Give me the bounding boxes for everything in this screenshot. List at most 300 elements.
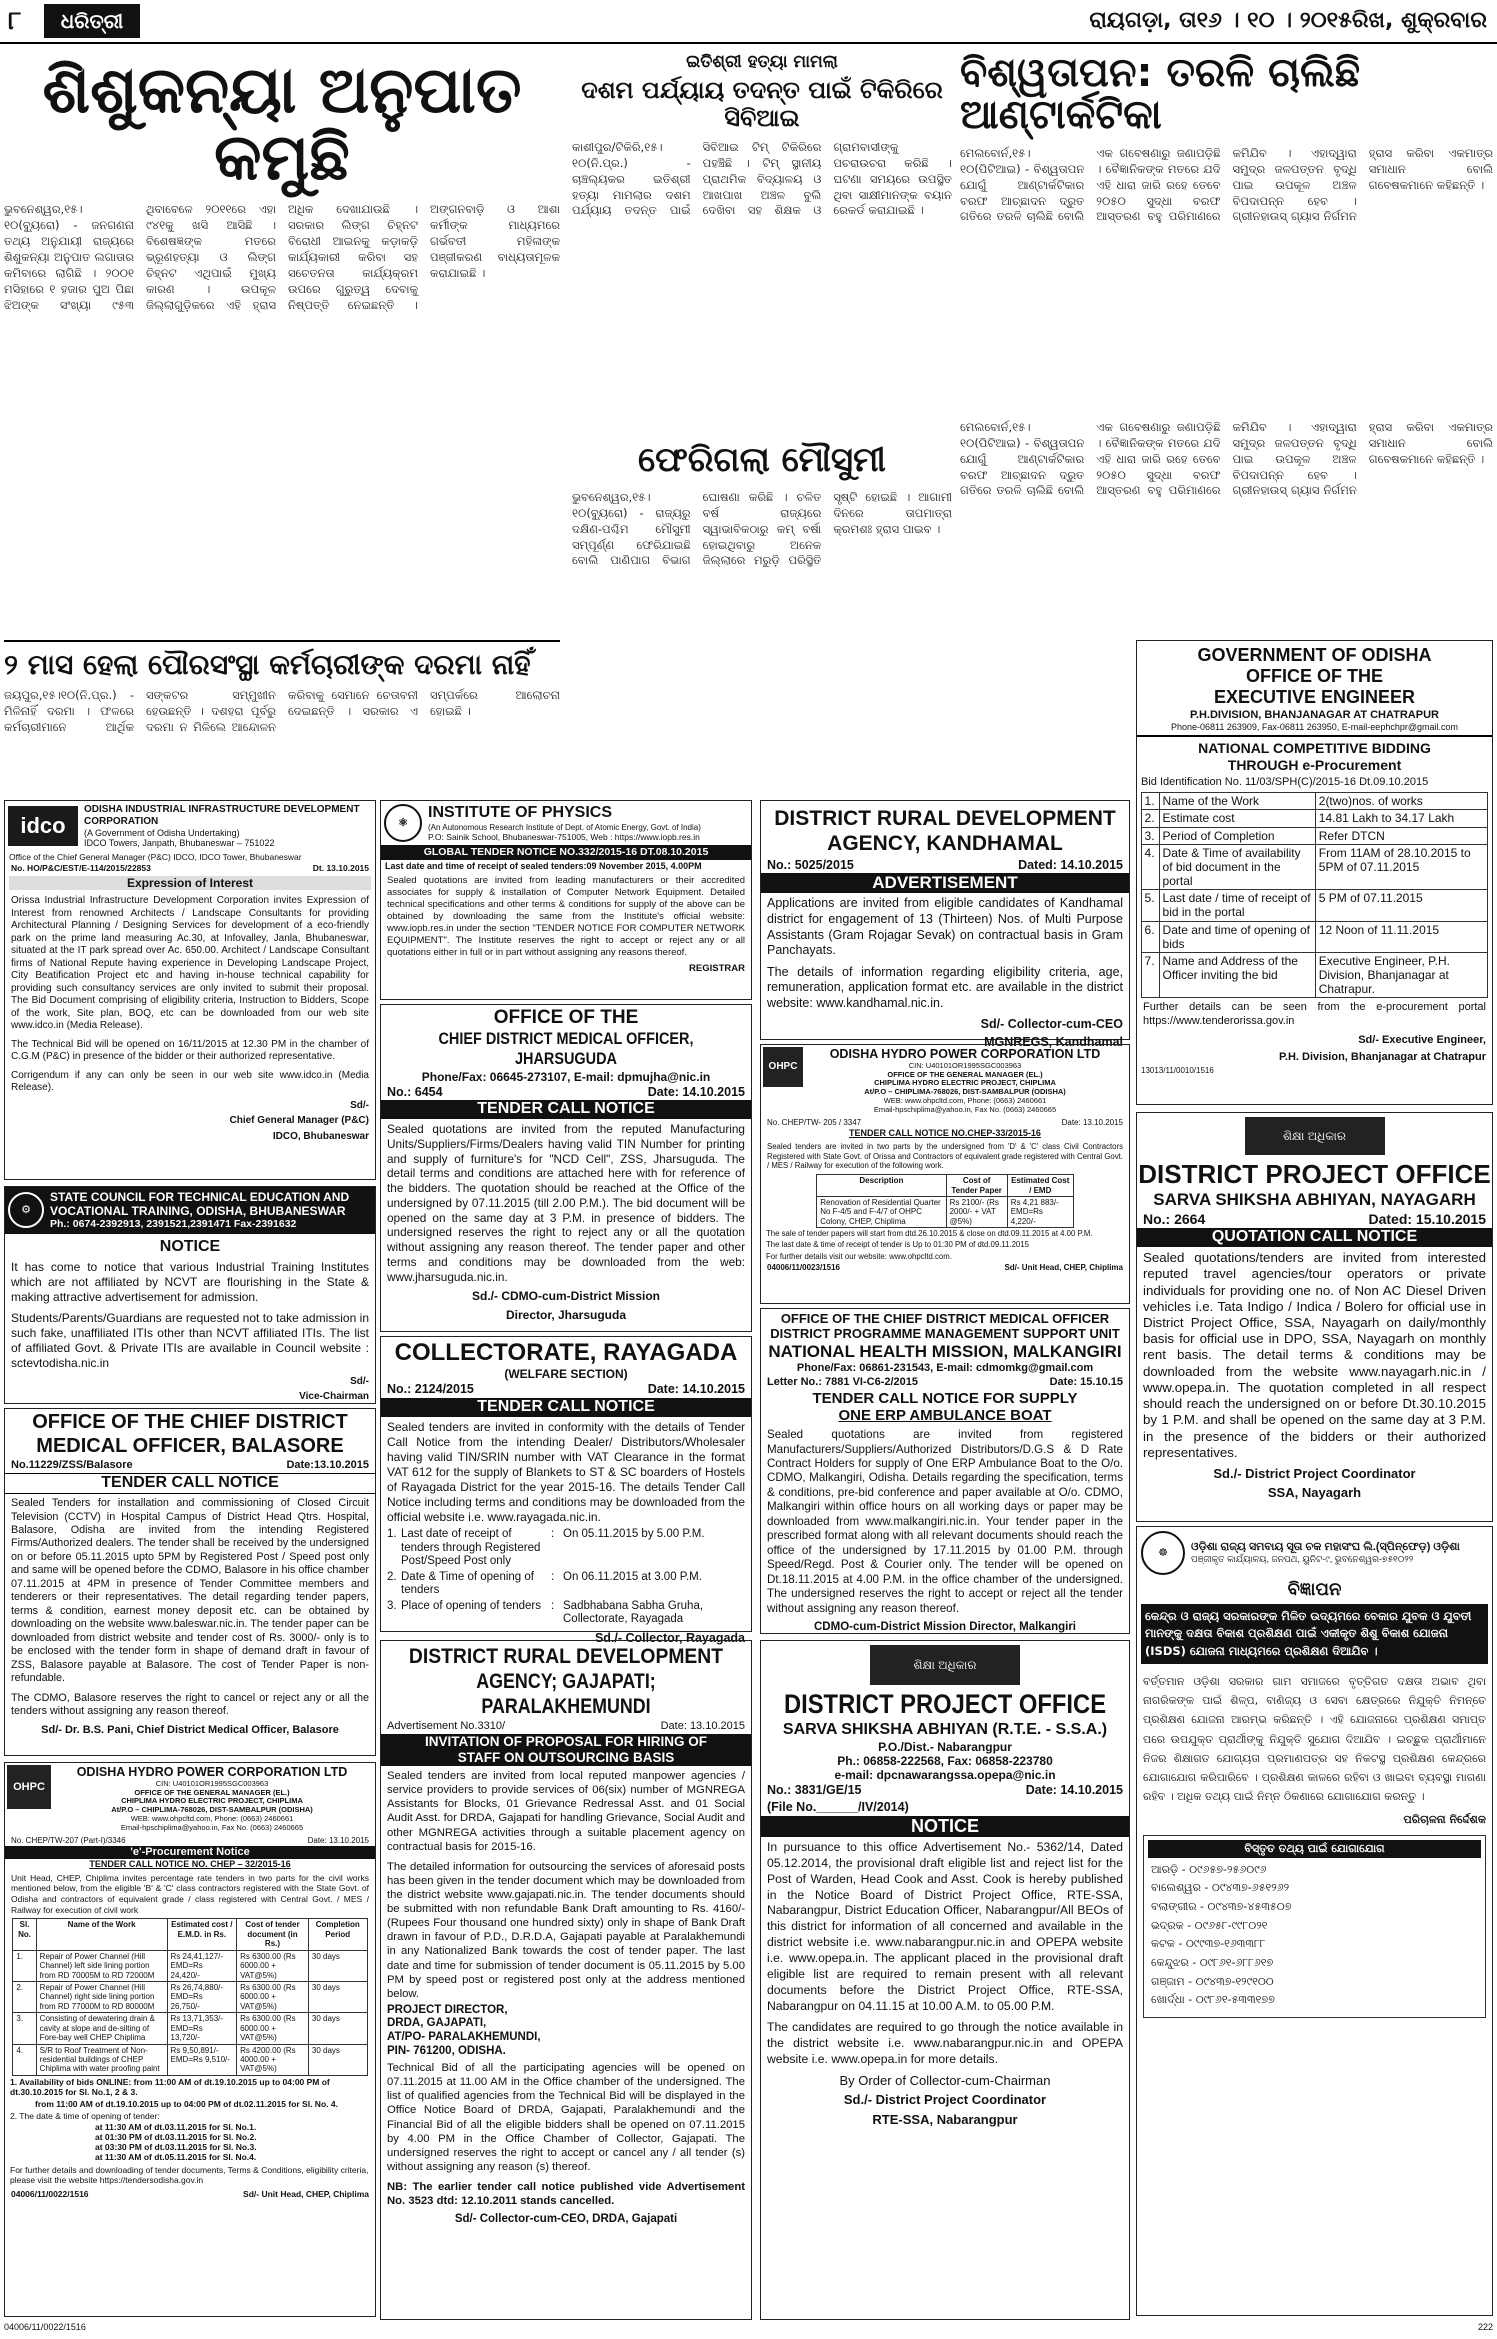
ad-date: Dt. 13.10.2015 — [312, 862, 369, 873]
ad-note-6: at 03:30 PM of dt.03.11.2015 for Sl. No.3. — [95, 2141, 257, 2152]
ad-body: Orissa Industrial Infrastructure Development Corporation invites Expression of Interest from renowned Architects / Landscape Consultants for providing Architectural Planning / Designing Services for development of a eco-friendly park on the prime land measuring Ac.30, at Infovalley, Janla, Bhubaneswar, situated at the IT park spread over Ac. 650.00. Architect / Landscape Consultant firms of National Repute having experience in Developing Landscape Project, City Beatification Project etc and having in-house technical capability for providing such consultancy services are only invited to submit their proposal. The Bid Document comprising of eligibility criteria, Instruction to Bidders, Scope of the work, Site plan, BOQ, etc can be downloaded from our web site www.idco.in (Media Release). — [11, 895, 369, 1031]
ad-body: Sealed tenders are invited in conformity with the details of Tender Call Notice from the intending Dealer/ Distributors/Wholesaler having valid TIN/SRIN number with VAT Clearance in the format VAT 612 for the supply of Blankets to ST & SC boarders of Hostels of Rayagada District for the year 2015-16. The details Tender Call Notice including terms and conditions may be downloaded from the official website i.e. www.rayagada.nic.in. — [387, 1420, 745, 1525]
table-cell: Repair of Power Channel (Hill Channel) right side lining portion from RD 77000M to RD 80000M — [36, 1981, 167, 2012]
ad-email: e-mail: dpcnawarangssa.opepa@nic.in — [834, 1768, 1056, 1783]
table-header: Estimated cost / E.M.D. in Rs. — [167, 1919, 237, 1950]
ad-number: No.: 6454 — [387, 1084, 443, 1099]
ad-heading-2: ONE ERP AMBULANCE BOAT — [838, 1407, 1052, 1425]
schedule-value: Sadbhabana Sabha Gruha, Collectorate, Rayagada — [563, 1599, 704, 1626]
ad-heading: Expression of Interest — [9, 876, 371, 890]
table-cell: S/R to Roof Treatment of Non-residential buildings of CHEP Chiplima with water proofing paint — [36, 2044, 167, 2075]
contact-heading: ବିସ୍ତୃତ ତଥ୍ୟ ପାଇଁ ଯୋଗାଯୋଗ — [1148, 1840, 1481, 1858]
ad-signature: Sd./- Collector, Rayagada — [594, 1631, 745, 1646]
ad-ref: 13013/11/0010/1516 — [1141, 1065, 1214, 1075]
ad-org: INSTITUTE OF PHYSICS — [428, 804, 613, 821]
ad-signature-2: Chief General Manager (P&C) — [229, 1115, 369, 1127]
ad-number: No. HO/P&C/EST/E-114/2015/22853 — [11, 862, 151, 873]
schedule-sep: : — [551, 1570, 555, 1583]
contact-item: ବଲାଙ୍ଗୀର - ୦୯୪୩୭-୪୫୩୫୦୭ — [1151, 1899, 1292, 1913]
story-salary — [4, 640, 560, 780]
table-cell: Renovation of Residential Quarter No F-4/5 and F-4/7 of OHPC Colony, CHEP, Chiplima — [817, 1196, 946, 1227]
ad-heading: 'e'-Procurement Notice — [5, 1846, 375, 1859]
footer-code: 04006/11/0022/1516 — [4, 2322, 86, 2332]
ad-phone: Phone/Fax: 06861-231543, E-mail: cdmomkg@gmail.com — [796, 1361, 1094, 1374]
page-footer — [4, 2322, 1493, 2338]
ad-title-2: AGENCY, KANDHAMAL — [827, 831, 1063, 855]
schedule-no: 2. — [387, 1570, 397, 1583]
table-cell: Repair of Power Channel (Hill Channel) left side lining portion from RD 70005M to RD 72000M — [36, 1950, 167, 1981]
iop-logo-icon: ⚛ — [384, 804, 422, 842]
ad-file: (File No.______/IV/2014) — [767, 1799, 909, 1814]
table-cell: 7. — [1141, 952, 1159, 997]
table-cell: 5. — [1141, 890, 1159, 921]
ad-title-2: OFFICE OF THE — [1246, 666, 1383, 687]
ad-address-2: DRDA, GAJAPATI, — [387, 2017, 487, 2030]
ad-signature: Sd./- District Project Coordinator — [1213, 1465, 1416, 1481]
bid-table — [1141, 792, 1489, 998]
table-row — [1141, 793, 1488, 810]
ad-heading: QUOTATION CALL NOTICE — [1137, 1228, 1492, 1247]
table-row — [1141, 952, 1488, 997]
ad-dpo-nayagarh — [1136, 1112, 1493, 1522]
bid-id: Bid Identification No. 11/03/SPH(C)/2015-16 Dt.09.10.2015 — [1141, 776, 1429, 789]
schedule-label: Last date of receipt of tenders through Registered Post/Speed Post only — [401, 1528, 541, 1568]
contact-item: କଟକ - ୦୯୯୩୭-୧୬୩୩୮୮ — [1151, 1937, 1266, 1951]
ad-note: 1. Availability of bids ONLINE: from 11:00 AM of dt.19.10.2015 up to 04:00 PM of dt.30.10.2015 for Sl. No.1, 2 & 3. — [10, 2076, 330, 2097]
contact-item: ଗଞ୍ଜାମ - ୦୯୪୩୭-୧୨୯୧୦୦ — [1151, 1974, 1274, 1988]
ad-signature: Sd/- — [350, 1099, 369, 1111]
ad-body-2: The CDMO, Balasore reserves the right to cancel or reject any or all the tenders without assigning any reason thereof. — [11, 1691, 369, 1718]
ad-body: It has come to notice that various Industrial Training Institutes which are not affiliated by NCVT are flourishing in the State & making attractive advertisement for admission. — [11, 1259, 369, 1304]
table-cell: Cost of Tender Paper — [946, 1175, 1007, 1197]
ad-note-2: The last date & time of receipt of tender is Up to 01:30 PM of dtd.09.11.2015 — [766, 1240, 1029, 1250]
headline: ଶିଶୁକନ୍ୟା ଅନୁପାତ କମୁଛି — [42, 54, 522, 196]
ad-nb: NB: The earlier tender call notice published vide Advertisement No. 3523 dtd: 12.10.2011 stands cancelled. — [387, 2180, 745, 2208]
table-cell: 1. — [1141, 793, 1159, 810]
ad-signature: Sd/- Collector-cum-CEO, DRDA, Gajapati — [454, 2213, 678, 2226]
ad-signature-2: Vice-Chairman — [299, 1391, 369, 1403]
story-child-ratio — [4, 52, 560, 632]
ad-heading-2: STAFF ON OUTSOURCING BASIS — [381, 1750, 751, 1766]
ad-signature-2: Sd./- District Project Coordinator — [843, 2092, 1047, 2108]
ad-body: ବର୍ତ୍ତମାନ ଓଡ଼ିଶା ସରକାର ଗାମ ସମାଜରେ ବୃତ୍ତିଗତ ଦକ୍ଷତା ଅଭାବ ଥିବା ନାଗରିକଙ୍କ ପାଇଁ ଶିଳ୍ପ, ବାଣିଜ୍ୟ ଓ ସେବା କ୍ଷେତ୍ରରେ ନିଯୁକ୍ତି ନିମନ୍ତେ ପ୍ରଶିକ୍ଷଣ ଯୋଜନା ଆରମ୍ଭ କରିଛନ୍ତି । ଏହି ଯୋଜନାରେ ପ୍ରଶିକ୍ଷଣ ସମାପ୍ତ ପରେ ଉପଯୁକ୍ତ ପ୍ରାର୍ଥୀଙ୍କୁ ନିଯୁକ୍ତି ସୁଯୋଗ ଦିଆଯିବ । ଇଚ୍ଛୁକ ପ୍ରାର୍ଥୀମାନେ ନିଜର ଶିକ୍ଷାଗତ ଯୋଗ୍ୟତା ପ୍ରମାଣପତ୍ର ସହ ନିକଟସ୍ଥ ପ୍ରଶିକ୍ଷଣ କେନ୍ଦ୍ରରେ ଯୋଗାଯୋଗ କରିପାରିବେ । ପ୍ରଶିକ୍ଷଣ କାଳରେ ରହିବା ଓ ଖାଇବା ବ୍ୟବସ୍ଥା ମାଗଣା ରହିବ । ଅଧିକ ତଥ୍ୟ ପାଇଁ ନିମ୍ନ ଠିକଣାରେ ଯୋଗାଯୋଗ କରନ୍ତୁ । — [1143, 1674, 1486, 1804]
ad-org: ODISHA HYDRO POWER CORPORATION LTD — [76, 1765, 348, 1779]
table-cell: Estimated Cost / EMD — [1007, 1175, 1073, 1197]
emblem-icon: ☸ — [1141, 1531, 1185, 1575]
story-body: ଜୟପୁର,୧୫।୧୦(ନି.ପ୍ର.) - ମିଳିନାହିଁ ଦରମା । ଫଳରେ କର୍ମଚାରୀମାନେ ଆର୍ଥିକ ସଙ୍କଟର ସମ୍ମୁଖୀନ ହେଉଛନ୍ତି । ଦଶହରା ପୂର୍ବରୁ ଦରମା ନ ମିଳିଲେ ଆନ୍ଦୋଳନ କରିବାକୁ ସେମାନେ ଚେତାବନୀ ଦେଇଛନ୍ତି । ସରକାର ଏ ସମ୍ପର୍କରେ ଆଲୋଚନା ହୋଇଛି । — [4, 688, 560, 734]
ad-phone: Phone-06811 263909, Fax-06811 263950, E-mail-eephchpr@gmail.com — [1171, 721, 1458, 732]
ad-footer: Further details can be seen from the e-procurement portal https://www.tenderorissa.gov.in — [1143, 1001, 1486, 1028]
ad-lastdate: Last date and time of receipt of sealed tenders:09 November 2015, 4.00PM — [385, 860, 702, 871]
ad-body-2: The Technical Bid will be opened on 16/11/2015 at 12.30 PM in the chamber of C.G.M (P&C) in presence of the bidder or their authorized representative. — [11, 1038, 369, 1062]
ad-number: Advertisement No.3310/ — [387, 1720, 506, 1733]
table-cell: Rs 6300.00 (Rs 6000.00 + VAT@5%) — [237, 1981, 309, 2012]
table-cell: Estimate cost — [1159, 810, 1315, 827]
ad-signature: CDMO-cum-District Mission Director, Malkangiri — [814, 1621, 1076, 1634]
table-cell: Executive Engineer, P.H. Division, Bhanjanagar at Chatrapur. — [1315, 952, 1488, 997]
ad-idco — [4, 800, 376, 1180]
story-monsoon — [572, 420, 952, 780]
ad-body: In pursuance to this office Advertisement No.- 5362/14, Dated 05.12.2014, the provisional draft eligible list and reject list for the Post of Warden, Head Cook and Asst. Cook is hereby published in the Notice Board of District Project Office, RTE-SSA, Nabarangpur, District Education Officer, Nabarangpur/All BEOs of this district for information of all concerned and available in the district website i.e. www.nabarangpur.nic.in and OPEPA website i.e. www.opepa.in. The applicant placed in the provisional draft eligible list are required to remain present with all relevant documents before the District Project Office, RTE-SSA, Nabarangpur on 04.11.15 at 10.00 A.M. to 05.00 P.M. — [767, 1839, 1123, 2013]
ad-title-2: SARVA SHIKSHA ABHIYAN, NAYAGARH — [1153, 1189, 1476, 1209]
ssa-logo: ଶିକ୍ଷା ଅଧିକାର — [1245, 1117, 1385, 1155]
table-cell: Period of Completion — [1159, 827, 1315, 844]
ad-scte — [4, 1186, 376, 1404]
ad-signature-2: MGNREGS, Kandhamal — [984, 1035, 1123, 1050]
table-cell: Rs 4200.00 (Rs 4000.00 + VAT@5%) — [237, 2044, 309, 2075]
gear-icon: ⚙ — [8, 1192, 44, 1228]
ad-address: At/P.O – CHIPLIMA-768026, DIST-SAMBALPUR (ODISHA) — [864, 1087, 1066, 1097]
ad-iop — [380, 800, 752, 1000]
ad-signature-2: P.H. Division, Bhanjanagar at Chatrapur — [1278, 1050, 1486, 1063]
table-cell: Date & Time of availability of bid document in the portal — [1159, 844, 1315, 889]
table-cell: Rs 4,21 883/- EMD=Rs 4,220/- — [1007, 1196, 1073, 1227]
ad-title-2: DISTRICT PROGRAMME MANAGEMENT SUPPORT UNIT — [770, 1326, 1120, 1342]
table-cell: Rs 13,71,353/- EMD=Rs 13,720/- — [167, 2013, 237, 2044]
ad-address: P.O./Dist.- Nabarangpur — [878, 1739, 1012, 1754]
ad-date: Date: 14.10.2015 — [1025, 1783, 1123, 1798]
table-cell: Rs 6300.00 (Rs 6000.00 + VAT@5%) — [237, 2013, 309, 2044]
table-cell: 4. — [13, 2044, 36, 2075]
ad-email: Email-hpschiplima@yahoo.in, Fax No. (0663) 2460665 — [873, 1104, 1057, 1114]
ad-note-2: from 11:00 AM of dt.19.10.2015 up to 04:00 PM of dt.02.11.2015 for Sl. No. 4. — [35, 2098, 338, 2109]
ad-body: Unit Head, CHEP, Chiplima invites percentage rate tenders in two parts for the civil works mentioned below, from the eligible 'B' & 'C' class contractors registered with the State Govt. of Odisha and contractors of equivalent grade / class registered with Central Govt. / MES / Railway for execution of civil work — [11, 1872, 369, 1915]
ad-signature: By Order of Collector-cum-Chairman — [839, 2072, 1051, 2088]
schedule-no: 1. — [387, 1528, 397, 1541]
ad-note-3: For further details visit our website: www.ohpcltd.com. — [766, 1251, 952, 1261]
ad-title-2: MEDICAL OFFICER, BALASORE — [36, 1434, 344, 1457]
table-cell: 5 PM of 07.11.2015 — [1315, 890, 1488, 921]
table-cell: From 11AM of 28.10.2015 to 5PM of 07.11.2015 — [1315, 844, 1488, 889]
ad-signature: ପରିଚାଳନା ନିର୍ଦ୍ଦେଶକ — [1403, 1812, 1486, 1826]
table-cell: Rs 2100/- (Rs 2000/- + VAT @5%) — [946, 1196, 1007, 1227]
ad-heading: NATIONAL COMPETITIVE BIDDING — [1198, 740, 1431, 757]
headline: ଫେରିଗଲା ମୌସୁମୀ — [638, 440, 886, 480]
ad-title: DISTRICT RURAL DEVELOPMENT — [408, 1645, 724, 1668]
ad-collectorate-rayagada — [380, 1336, 752, 1646]
ad-note-4: at 11:30 AM of dt.03.11.2015 for Sl. No.1. — [95, 2121, 257, 2132]
schedule-sep: : — [551, 1599, 555, 1612]
ad-number: No.: 2664 — [1143, 1210, 1206, 1227]
works-table — [12, 1918, 367, 2076]
story-body: ମେଲବୋର୍ନ,୧୫।୧୦(ପିଟିଆଇ) - ବିଶ୍ୱତାପନ ଯୋଗୁଁ ଆଣ୍ଟାର୍କଟିକାର ବରଫ ଆଚ୍ଛାଦନ ଦ୍ରୁତ ଗତିରେ ତରଳି ଚାଲିଛି ବୋଲି ଏକ ଗବେଷଣାରୁ ଜଣାପଡ଼ିଛି । ବୈଜ୍ଞାନିକଙ୍କ ମତରେ ଯଦି ଏହି ଧାରା ଜାରି ରହେ ତେବେ ୨୦୫୦ ସୁଦ୍ଧା ବରଫ ଆସ୍ତରଣ ବହୁ ପରିମାଣରେ କମିଯିବ । ଏହାଦ୍ୱାରା ସମୁଦ୍ର ଜଳପତ୍ତନ ବୃଦ୍ଧି ପାଇ ଉପକୂଳ ଅଞ୍ଚଳ ବିପଦାପନ୍ନ ହେବ । ଗ୍ରୀନହାଉସ୍ ଗ୍ୟାସ ନିର୍ଗମନ ହ୍ରାସ କରିବା ଏକମାତ୍ର ସମାଧାନ ବୋଲି ଗବେଷକମାନେ କହିଛନ୍ତି । — [960, 146, 1493, 224]
table-cell: Rs 6300.00 (Rs 6000.00 + VAT@5%) — [237, 1950, 309, 1981]
ad-heading-2: THROUGH e-Procurement — [1227, 756, 1402, 773]
story-antarctica — [960, 52, 1493, 412]
ad-address-4: PIN- 761200, ODISHA. — [387, 2044, 506, 2057]
table-cell: 2. — [13, 1981, 36, 2012]
ad-note-3: 2. The date & time of opening of tender: — [10, 2110, 160, 2121]
ad-address-3: AT/PO- PARALAKHEMUNDI, — [387, 2030, 541, 2043]
ad-title: GOVERNMENT OF ODISHA — [1197, 645, 1432, 665]
ad-title-2: AGENCY; GAJAPATI; PARALAKHEMUNDI — [476, 1669, 656, 1718]
story-antarctica-continued: ମେଲବୋର୍ନ,୧୫।୧୦(ପିଟିଆଇ) - ବିଶ୍ୱତାପନ ଯୋଗୁଁ ଆଣ୍ଟାର୍କଟିକାର ବରଫ ଆଚ୍ଛାଦନ ଦ୍ରୁତ ଗତିରେ ତରଳି ଚାଲିଛି ବୋଲି ଏକ ଗବେଷଣାରୁ ଜଣାପଡ଼ିଛି । ବୈଜ୍ଞାନିକଙ୍କ ମତରେ ଯଦି ଏହି ଧାରା ଜାରି ରହେ ତେବେ ୨୦୫୦ ସୁଦ୍ଧା ବରଫ ଆସ୍ତରଣ ବହୁ ପରିମାଣରେ କମିଯିବ । ଏହାଦ୍ୱାରା ସମୁଦ୍ର ଜଳପତ୍ତନ ବୃଦ୍ଧି ପାଇ ଉପକୂଳ ଅଞ୍ଚଳ ବିପଦାପନ୍ନ ହେବ । ଗ୍ରୀନହାଉସ୍ ଗ୍ୟାସ ନିର୍ଗମନ ହ୍ରାସ କରିବା ଏକମାତ୍ର ସମାଧାନ ବୋଲି ଗବେଷକମାନେ କହିଛନ୍ତି । — [960, 420, 1493, 498]
ad-note: The sale of tender papers will start from dtd.26.10.2015 & close on dtd.09.11.2015 at 4.00 P.M. — [766, 1229, 1093, 1239]
ad-heading: TENDER CALL NOTICE NO.CHEP-33/2015-16 — [849, 1128, 1041, 1139]
ad-address: ପଞ୍ଜୀକୃତ କାର୍ଯ୍ୟାଳୟ, ଜନପଥ, ୟୁନିଟ-୯, ଭୁବନେଶ୍ୱର-୭୫୧୦୨୨ — [1191, 1554, 1414, 1565]
ad-office: OFFICE OF THE GENERAL MANAGER (EL.) — [134, 1787, 290, 1797]
ad-body: Sealed tenders are invited in two parts by the undersigned from 'D' & 'C' class Civil Contractors Registered with State Govt. of Orissa and Contractors of equivalent grade registered with Central Govt. / MES / Railway for execution of the following work. — [767, 1141, 1123, 1171]
ad-body: Sealed quotations are invited from leading manufacturers or their accredited associates for supply & installation of Computer Network Equipment. Detailed technical specifications and other terms & conditions for supply of the above can be obtained by downloading the same from the Institute's official website: www.iopb.res.in under the section "TENDER NOTICE FOR COMPUTER NETWORK EQUIPMENT". The Institute reserves the right to accept or reject any or all quotations either in full or in part without assigning any reasons thereof. — [387, 875, 745, 958]
ad-date: Date: 13.10.2015 — [307, 1835, 369, 1845]
ad-plant: CHIPLIMA HYDRO ELECTRIC PROJECT, CHIPLIMA — [121, 1796, 303, 1806]
ad-signature: Sd/- Executive Engineer, — [1358, 1033, 1486, 1046]
ad-date: Date: 15.10.15 — [1049, 1375, 1123, 1388]
ad-phone: Ph.: 06858-222568, Fax: 06858-223780 — [837, 1753, 1053, 1768]
ad-title: DISTRICT PROJECT OFFICE — [1138, 1159, 1491, 1189]
ad-web: WEB: www.ohpcltd.com, Phone: (0663) 2460661 — [883, 1096, 1047, 1106]
ad-heading: TENDER CALL NOTICE — [381, 1398, 751, 1417]
ad-date: Date: 13.10.2015 — [660, 1720, 745, 1733]
contact-item: ଆରଡ଼ି - ୦୯୬୫୭-୨୫୬୦୯୬ — [1151, 1862, 1267, 1876]
ad-signature: Sd./- CDMO-cum-District Mission — [471, 1289, 660, 1304]
ad-number: No.: 3831/GE/15 — [767, 1783, 862, 1798]
ad-heading: INVITATION OF PROPOSAL FOR HIRING OF — [381, 1734, 751, 1750]
ad-title: OFFICE OF THE CHIEF DISTRICT — [32, 1411, 348, 1433]
ad-date: Dated: 14.10.2015 — [1018, 857, 1123, 872]
ad-phone: Ph.: 0674-2392913, 2391521,2391471 Fax-2391632 — [50, 1218, 297, 1231]
page-header — [0, 0, 1497, 44]
ad-email: Email-hpschiplima@yahoo.in, Fax No. (0663) 2460665 — [120, 1822, 304, 1832]
table-header: Sl. No. — [13, 1919, 36, 1950]
table-cell: 30 days — [308, 1950, 367, 1981]
dateline: ରାୟଗଡ଼ା, ତା୧୬ । ୧୦ । ୨୦୧୫ରିଖ, ଶୁକ୍ରବାର — [1089, 8, 1487, 33]
ad-title: STATE COUNCIL FOR TECHNICAL EDUCATION AND — [50, 1190, 350, 1204]
ad-signature: Sd/- — [350, 1375, 369, 1387]
headline: ବିଶ୍ୱତାପନ: ତରଳି ଚାଲିଛି ଆଣ୍ଟାର୍କଟିକା — [960, 50, 1361, 138]
newspaper-logo: ଧରିତ୍ରୀ — [44, 4, 140, 38]
headline: ଦଶମ ପର୍ଯ୍ୟାୟ ତଦନ୍ତ ପାଇଁ ଟିକିରିରେ ସିବିଆଇ — [581, 76, 943, 132]
ad-office: Office of the Chief General Manager (P&C) IDCO, IDCO Tower, Bhubaneswar — [9, 851, 302, 862]
ad-number: No.: 5025/2015 — [767, 857, 854, 872]
ad-web: WEB: www.ohpcltd.com, Phone: (0663) 2460661 — [130, 1814, 294, 1824]
ad-cin: CIN: U40101OR1995SGC003963 — [908, 1060, 1022, 1070]
table-row — [13, 2044, 367, 2075]
ad-date: Date: 13.10.2015 — [1061, 1117, 1123, 1127]
table-cell: Rs 24,41,127/- EMD=Rs 24,420/- — [167, 1950, 237, 1981]
ad-ohpc-chep32 — [4, 1762, 376, 2317]
contact-item: ବାଲେଶ୍ୱର - ୦୯୪୩୭-୬୫୧୨୬୨ — [1151, 1881, 1290, 1895]
ad-code: 04006/11/0022/1516 — [11, 2189, 89, 2200]
ad-body: Applications are invited from eligible candidates of Kandhamal district for engagement of 13 (Thirteen) Nos. of Multi Purpose Assistants (Gram Rojagar Sevak) on contractual basis in Gram Panchayats. — [767, 896, 1123, 958]
ad-date: Date:13.10.2015 — [286, 1459, 369, 1472]
ad-cdmo-jharsuguda — [380, 1004, 752, 1332]
table-cell: 6. — [1141, 921, 1159, 952]
ad-title-2: VOCATIONAL TRAINING, ODISHA, BHUBANESWAR — [50, 1204, 346, 1219]
ad-body: Sealed quotations are invited from the reputed Manufacturing Units/Suppliers/Firms/Dealers having valid TIN Number for printing and supply of furniture's for "NCD Cell", ZSS, Jharsuguda. The detail terms and conditions are attached here with for reference of the bidders. The quotation should be reached at the Office of the undersigned by 07.11.2015 (till 2.00 P.M.). The bid document will be opened on the same day at 3 P.M. in presence of bidders. The undersigned reserves the right to reject any or all the quotation without assigning any reason thereof. The tender paper and other terms and conditions may be downloaded from the web: www.jharsuguda.nic.in. — [387, 1122, 745, 1284]
schedule-value: On 05.11.2015 by 5.00 P.M. — [563, 1528, 705, 1541]
table-row — [13, 2013, 367, 2044]
ad-body: Sealed Tenders for installation and commissioning of Closed Circuit Television (CCTV) in Hospital Campus of District Head Qtrs. Hospital, Balasore, Odisha are invited from the intending Registered Firms/Authorized dealers. The tender shall be received by the undersigned on or before 05.11.2015 upto 5PM by Registered Post / Speed post only and same will be opened before the CDMO, Balasore in his office chamber 07.11.2015 at 4PM in presence of Tender Committee members and tenderers or their representatives. The detail regarding tender papers, terms & condition, earnest money deposit etc. can be obtained by downloading on the website www.baleswar.nic.in. The tender paper can be downloaded from district website and tender cost of Rs. 3000/- only is to be enclosed with the tender form in shape of demand draft in favour of ZSS, Balasore payable at Balasore. The cost of Tender Paper is non-refundable. — [11, 1497, 369, 1685]
story-body: ଭୁବନେଶ୍ୱର,୧୫।୧୦(ବ୍ୟୁରୋ) - ଜନଗଣନା ତଥ୍ୟ ଅନୁଯାୟୀ ରାଜ୍ୟରେ ଶିଶୁକନ୍ୟା ଅନୁପାତ ଲଗାତାର କମିବାରେ ଲାଗିଛି । ୨୦୦୧ ମସିହାରେ ୧ ହଜାର ପୁଅ ପିଛା ଝିଅଙ୍କ ସଂଖ୍ୟା ୯୫୩ ଥିବାବେଳେ ୨୦୧୧ରେ ଏହା ୯୪୧କୁ ଖସି ଆସିଛି । ବିଶେଷଜ୍ଞଙ୍କ ମତରେ ଭ୍ରୂଣହତ୍ୟା ଓ ଲିଙ୍ଗ ଚିହ୍ନଟ ଏଥିପାଇଁ ମୁଖ୍ୟ କାରଣ । ଉପକୂଳ ଜିଲ୍ଲାଗୁଡ଼ିକରେ ଏହି ହ୍ରାସ ଅଧିକ ଦେଖାଯାଉଛି । ସରକାର ଲିଙ୍ଗ ଚିହ୍ନଟ ବିରୋଧୀ ଆଇନକୁ କଡ଼ାକଡ଼ି କାର୍ଯ୍ୟକାରୀ କରିବା ସହ ସଚେତନତା କାର୍ଯ୍ୟକ୍ରମ ଉପରେ ଗୁରୁତ୍ୱ ଦେବାକୁ ନିଷ୍ପତ୍ତି ନେଇଛନ୍ତି । ଅଙ୍ଗନବାଡ଼ି ଓ ଆଶା କର୍ମୀଙ୍କ ମାଧ୍ୟମରେ ଗର୍ଭବତୀ ମହିଳାଙ୍କ ପଞ୍ଜୀକରଣ ବାଧ୍ୟତାମୂଳକ କରାଯାଇଛି । — [4, 202, 560, 312]
table-cell: Last date / time of receipt of bid in the portal — [1159, 890, 1315, 921]
ad-body-3: Corrigendum if any can only be seen in our web site www.idco.in (Media Release). — [11, 1069, 369, 1093]
table-row — [13, 1950, 367, 1981]
table-cell: Rs 26,74,880/- EMD=Rs 26,750/- — [167, 1981, 237, 2012]
story-itishree — [572, 52, 952, 412]
ad-body-2: The details of information regarding eligibility criteria, age, remuneration, application format etc. are available in the district website: www.kandhamal.nic.in. — [767, 964, 1123, 1011]
schedule-value: On 06.11.2015 at 3.00 P.M. — [563, 1570, 702, 1583]
ad-note-7: at 11:30 AM of dt.05.11.2015 for Sl. No.4. — [95, 2152, 257, 2162]
table-cell: 4. — [1141, 844, 1159, 889]
ad-heading: ବିଜ୍ଞାପନ — [1287, 1579, 1342, 1600]
contact-item: ଖୋର୍ଦ୍ଧା - ୦୯୮୬୧-୫୩୩୧୭୭ — [1151, 1993, 1275, 2007]
ad-heading: ADVERTISEMENT — [761, 873, 1129, 893]
ad-phone: Phone/Fax: 06645-273107, E-mail: dpmujha@nic.in — [421, 1069, 711, 1084]
ad-title-2: CHIEF DISTRICT MEDICAL OFFICER, JHARSUGUDA — [438, 1029, 694, 1069]
ad-cin: CIN: U40101OR1995SGC003963 — [155, 1778, 269, 1788]
ad-number: Letter No.: 7881 VI-C6-2/2015 — [767, 1375, 919, 1388]
ad-address: P.O: Sainik School, Bhubaneswar-751005, Web : https://www.iopb.res.in — [428, 832, 700, 843]
ad-lead: କେନ୍ଦ୍ର ଓ ରାଜ୍ୟ ସରକାରଙ୍କ ମିଳିତ ଉଦ୍ୟମରେ ବେକାର ଯୁବକ ଓ ଯୁବତୀ ମାନଙ୍କୁ ଦକ୍ଷତା ବିକାଶ ପ୍ରଶିକ୍ଷଣ ପାଇଁ ଏକୀକୃତ ଶିଶୁ ବିକାଶ ଯୋଜନା (ISDS) ଯୋଜନା ମାଧ୍ୟମରେ ପ୍ରଶିକ୍ଷଣ ଦିଆଯିବ । — [1141, 1604, 1488, 1664]
ad-division: P.H.DIVISION, BHANJANAGAR AT CHATRAPUR — [1190, 708, 1439, 721]
ad-body-2: The candidates are required to go through the notice available in the district website i.e. www.nabarangpur.nic.in and OPEPA website i.e. www.opepa.in for more details. — [767, 2020, 1123, 2067]
ohpc-logo: OHPC — [763, 1047, 803, 1087]
schedule-label: Place of opening of tenders — [401, 1599, 542, 1612]
table-cell: 2. — [1141, 810, 1159, 827]
ad-heading: TENDER CALL NOTICE — [381, 1100, 751, 1119]
ad-date: Dated: 15.10.2015 — [1368, 1210, 1486, 1227]
table-row — [1141, 890, 1488, 921]
ad-signature-2: Director, Jharsuguda — [505, 1307, 627, 1322]
ad-signature: Sd/- Collector-cum-CEO — [980, 1016, 1123, 1031]
ad-title-3: EXECUTIVE ENGINEER — [1213, 687, 1416, 708]
schedule-no: 3. — [387, 1599, 397, 1612]
schedule-list — [381, 1528, 751, 1627]
contact-item: ଭଦ୍ରକ - ୦୯୬୫୮-୯୯୮୦୨୧ — [1151, 1918, 1268, 1932]
ad-signature-2: SSA, Nayagarh — [1267, 1485, 1362, 1501]
table-cell: Consisting of dewatering drain & cavity at slope and de-silting of Fore-bay well CHEP Chiplima — [36, 2013, 167, 2044]
tender-table — [816, 1174, 1074, 1228]
ad-plant: CHIPLIMA HYDRO ELECTRIC PROJECT, CHIPLIMA — [874, 1078, 1056, 1088]
ad-date: Date: 14.10.2015 — [647, 1382, 745, 1397]
ad-ee-chatrapur — [1136, 640, 1493, 1105]
story-body: କାଶୀପୁର/ଟିକିରି,୧୫।୧୦(ନି.ପ୍ର.) - ଚାଞ୍ଚଲ୍ୟକର ଇତିଶ୍ରୀ ହତ୍ୟା ମାମଲାର ଦଶମ ପର୍ଯ୍ୟାୟ ତଦନ୍ତ ପାଇଁ ସିବିଆଇ ଟିମ୍ ଟିକିରିରେ ପହଞ୍ଚିଛି । ଟିମ୍ ସ୍ଥାନୀୟ ପ୍ରାଥମିକ ବିଦ୍ୟାଳୟ ଓ ଆଖପାଖ ଅଞ୍ଚଳ ବୁଲି ଦେଖିବା ସହ ଶିକ୍ଷକ ଓ ଗ୍ରାମବାସୀଙ୍କୁ ପଚରାଉଚରା କରିଛି । ଘଟଣା ସମୟରେ ଉପସ୍ଥିତ ଥିବା ସାକ୍ଷୀମାନଙ୍କ ବୟାନ ରେକର୍ଡ କରାଯାଇଛି । — [572, 140, 952, 218]
table-header: Completion Period — [308, 1919, 367, 1950]
table-cell: 14.81 Lakh to 34.17 Lakh — [1315, 810, 1488, 827]
ad-body: Sealed quotations/tenders are invited from interested reputed travel agencies/tour operators or private individuals for providing one no. of Non AC Diesel Driven vehicles i.e. Tata Indigo / Indica / Bolero for official use in District Project Office, SSA, Nayagarh on daily/monthly basis for official use in DPO, SSA, Nayagarh on monthly rent basis. The detail terms & conditions may be downloaded from the website www.nayagarh.nic.in / www.opepa.in. The quotation completed in all respect should reach the undersigned on or before Dt.30.10.2015 by 1 P.M. and shall be opened on the same day at 3 P.M. in the presence of the bidders or their authorized representatives. — [1143, 1250, 1486, 1460]
ad-signature: REGISTRAR — [689, 963, 745, 975]
table-cell: Name and Address of the Officer inviting the bid — [1159, 952, 1315, 997]
ad-code: 04006/11/0023/1516 — [767, 1262, 840, 1272]
table-cell: 30 days — [308, 1981, 367, 2012]
schedule-row — [387, 1571, 745, 1598]
contact-list — [1143, 1835, 1486, 2019]
ad-heading: NOTICE — [761, 1816, 1129, 1837]
ad-ohpc-chep33 — [760, 1044, 1130, 1304]
ad-subheading: TENDER CALL NOTICE NO. CHEP – 32/2015-16 — [89, 1859, 291, 1870]
ad-body: Sealed quotations are invited from registered Manufacturers/Suppliers/Authorized Distributors/D.G.S & D Rate Contract Holders for supply of One ERP Ambulance Boat to the O/o. CDMO, Malkangiri, Odisha. Details regarding the specification, terms & conditions, pre-bid conference and paper available at O/o. CDMO, Malkangiri within office hours on all working days or paper may be downloaded from www.malkangiri.nic.in. Your tender paper in the prescribed format along with all relevant documents should reach the office of the undersigned by 17.11.2015 by 01.00 P.M. through Speed/Regd. Post & Courier only. The tender will be opened on Dt.18.11.2015 at 4.00 P.M. in the office chamber of the undersigned. The undersigned reserves the right to accept or reject all the tender without assigning any reason thereof. — [767, 1428, 1123, 1615]
table-cell: Refer DTCN — [1315, 827, 1488, 844]
table-cell: Name of the Work — [1159, 793, 1315, 810]
ad-spinfed — [1136, 1526, 1493, 2316]
table-row — [1141, 921, 1488, 952]
ad-cdmo-balasore — [4, 1408, 376, 1756]
table-cell: 12 Noon of 11.11.2015 — [1315, 921, 1488, 952]
ad-cdmo-malkangiri — [760, 1308, 1130, 1634]
ad-office: OFFICE OF THE GENERAL MANAGER (EL.) — [887, 1069, 1043, 1079]
ad-heading: GLOBAL TENDER NOTICE NO.332/2015-16 DT.08.10.2015 — [381, 845, 751, 859]
ad-footer: For further details and downloading of tender documents, Terms & Conditions, eligibility criteria, please visit the website https://tendersodisha.gov.in — [10, 2165, 369, 2186]
ad-heading: NOTICE — [159, 1237, 221, 1255]
table-row — [1141, 827, 1488, 844]
ad-address: At/P.O – CHIPLIMA-768026, DIST-SAMBALPUR (ODISHA) — [111, 1805, 313, 1815]
ad-body-2: The detailed information for outsourcing the services of aforesaid posts has been given in the tender document which may be downloaded from the district website www.gajapati.nic.in. The tender documents should be submitted with non refundable Bank Draft amounting to Rs. 4160/- (Rupees Four thousand one hundred sixty) only in shape of Bank Draft drawn in favour of P.D., D.R.D.A, Gajapati payable at Paralakhemundi in any Nationalized Bank towards the cost of tender paper. The last date and time for submission of tender document is 05.11.2015 by 5.00 PM by speed post or registered post only at the address mentioned below. — [387, 1860, 745, 2000]
ad-date: Date: 14.10.2015 — [647, 1084, 745, 1099]
ad-body-3: Technical Bid of all the participating agencies will be opened on 07.11.2015 at 11.00 AM in the Office chamber of the undersigned. The list of qualified agencies from the Technical Bid will be displayed in the Office Notice Board of DRDA, Gajapati, Paralakhemundi and the Financial Bid of all the eligible bidders shall be opened on 07.11.2015 by 4.00 PM in the Office Chamber of Collector, Gajapati. The undersigned reserves the right to accept or cancel any / all tender (s) without assigning any reason (s) thereof. — [387, 2062, 745, 2173]
schedule-label: Date & Time of opening of tenders — [401, 1570, 534, 1597]
ad-title-2: SARVA SHIKSHA ABHIYAN (R.T.E. - S.S.A.) — [782, 1720, 1108, 1738]
ad-org: ଓଡ଼ିଶା ରାଜ୍ୟ ସମବାୟ ସୂତା ଚକ ମହାସଂଘ ଲି.(ସ୍ପିନ୍‌ଫେଡ଼) ଓଡ଼ିଶା — [1191, 1541, 1460, 1554]
ad-address: IDCO Towers, Janpath, Bhubaneswar – 751022 — [84, 838, 275, 849]
contact-item: କେନ୍ଦୁଝର - ୦୯୮୬୧-୬୮୮୬୧୭ — [1151, 1955, 1274, 1969]
ohpc-logo: OHPC — [7, 1765, 51, 1809]
table-row — [1141, 844, 1488, 889]
ad-body: Sealed tenders are invited from local reputed manpower agencies / service providers to provide services of 06(six) number of MGNREGA Assistants for Blocks, 01 Grievance Redressal Asst. and 01 Social Audit Asst. for DRDA, Gajapati for handling Grievance, Social Audit and other MGNREGA activities through a suitable placement agency on contractual basis for 2015-16. — [387, 1770, 745, 1853]
ad-address-1: PROJECT DIRECTOR, — [387, 2003, 508, 2016]
ad-signature: Sd/- Unit Head, CHEP, Chiplima — [1004, 1262, 1123, 1272]
table-cell: 3. — [1141, 827, 1159, 844]
schedule-row — [387, 1600, 745, 1627]
ad-signature-3: IDCO, Bhubaneswar — [272, 1131, 369, 1143]
ad-title: DISTRICT PROJECT OFFICE — [783, 1689, 1107, 1719]
table-cell: Date and time of opening of bids — [1159, 921, 1315, 952]
table-cell: 1. — [13, 1950, 36, 1981]
table-header: Cost of tender document (in Rs.) — [237, 1919, 309, 1950]
page-number: ୮ — [8, 6, 22, 36]
ad-dpo-nabarangpur — [760, 1640, 1130, 2320]
table-row — [1141, 810, 1488, 827]
ad-body-2: Students/Parents/Guardians are requested not to take admission in such fake, unaffiliated ITIs other than NCVT affiliated ITIs. The list of affiliated Govt. & Private ITIs are available in Council website : sctevtodisha.nic.in — [11, 1310, 369, 1370]
ad-sub: (A Government of Odisha Undertaking) — [84, 827, 240, 838]
schedule-sep: : — [551, 1528, 555, 1541]
ad-signature-3: RTE-SSA, Nabarangpur — [872, 2111, 1018, 2127]
ad-number: No. CHEP/TW-207 (Part-I)/3346 — [11, 1835, 126, 1845]
ad-heading: TENDER CALL NOTICE — [5, 1473, 375, 1494]
ssa-logo: ଶିକ୍ଷା ଅଧିକାର — [870, 1645, 1020, 1685]
table-cell: 3. — [13, 2013, 36, 2044]
ad-title: OFFICE OF THE — [493, 1007, 639, 1028]
footer-number: 222 — [1477, 2322, 1493, 2332]
table-cell: 30 days — [308, 2013, 367, 2044]
kicker: ଇତିଶ୍ରୀ ହତ୍ୟା ମାମଲା — [686, 52, 838, 72]
ad-number: No.11229/ZSS/Balasore — [11, 1459, 133, 1472]
ad-drda-gajapati — [380, 1640, 752, 2320]
table-row — [13, 1981, 367, 2012]
ad-title-2: (WELFARE SECTION) — [504, 1367, 628, 1382]
ad-signature: Sd/- Unit Head, CHEP, Chiplima — [243, 2189, 369, 2200]
ad-heading: TENDER CALL NOTICE FOR SUPPLY — [812, 1389, 1078, 1407]
ad-note-5: at 01:30 PM of dt.03.11.2015 for Sl. No.2. — [95, 2131, 257, 2142]
ad-drda-kandhamal — [760, 800, 1130, 1050]
table-cell: Rs 9,50,891/- EMD=Rs 9,510/- — [167, 2044, 237, 2075]
idco-logo: idco — [8, 806, 78, 846]
ad-title: OFFICE OF THE CHIEF DISTRICT MEDICAL OFFICER — [780, 1311, 1110, 1326]
ad-org: ODISHA HYDRO POWER CORPORATION LTD — [829, 1047, 1101, 1061]
story-body: ଭୁବନେଶ୍ୱର,୧୫।୧୦(ବ୍ୟୁରୋ) - ରାଜ୍ୟରୁ ଦକ୍ଷିଣ-ପଶ୍ଚିମ ମୌସୁମୀ ସମ୍ପୂର୍ଣ୍ଣ ଫେରିଯାଇଛି ବୋଲି ପାଣିପାଗ ବିଭାଗ ଘୋଷଣା କରିଛି । ଚଳିତ ବର୍ଷ ରାଜ୍ୟରେ ସ୍ୱାଭାବିକଠାରୁ କମ୍ ବର୍ଷା ହୋଇଥିବାରୁ ଅନେକ ଜିଲ୍ଲାରେ ମରୁଡ଼ି ପରିସ୍ଥିତି ସୃଷ୍ଟି ହୋଇଛି । ଆଗାମୀ ଦିନରେ ତାପମାତ୍ରା କ୍ରମଶଃ ହ୍ରାସ ପାଇବ । — [572, 490, 952, 568]
ad-number: No. CHEP/TW- 205 / 3347 — [767, 1117, 862, 1127]
ad-title: DISTRICT RURAL DEVELOPMENT — [774, 807, 1116, 830]
ad-signature: Sd/- Dr. B.S. Pani, Chief District Medical Officer, Balasore — [41, 1723, 339, 1736]
schedule-row — [387, 1528, 745, 1569]
table-cell: 30 days — [308, 2044, 367, 2075]
ad-title: COLLECTORATE, RAYAGADA — [394, 1339, 738, 1366]
ad-number: No.: 2124/2015 — [387, 1382, 474, 1397]
ad-title-3: NATIONAL HEALTH MISSION, MALKANGIRI — [768, 1341, 1122, 1361]
table-header: Name of the Work — [36, 1919, 167, 1950]
table-cell: Description — [817, 1175, 946, 1197]
ad-sub: (An Autonomous Research Institute of Dept. of Atomic Energy, Govt. of India) — [428, 822, 701, 832]
